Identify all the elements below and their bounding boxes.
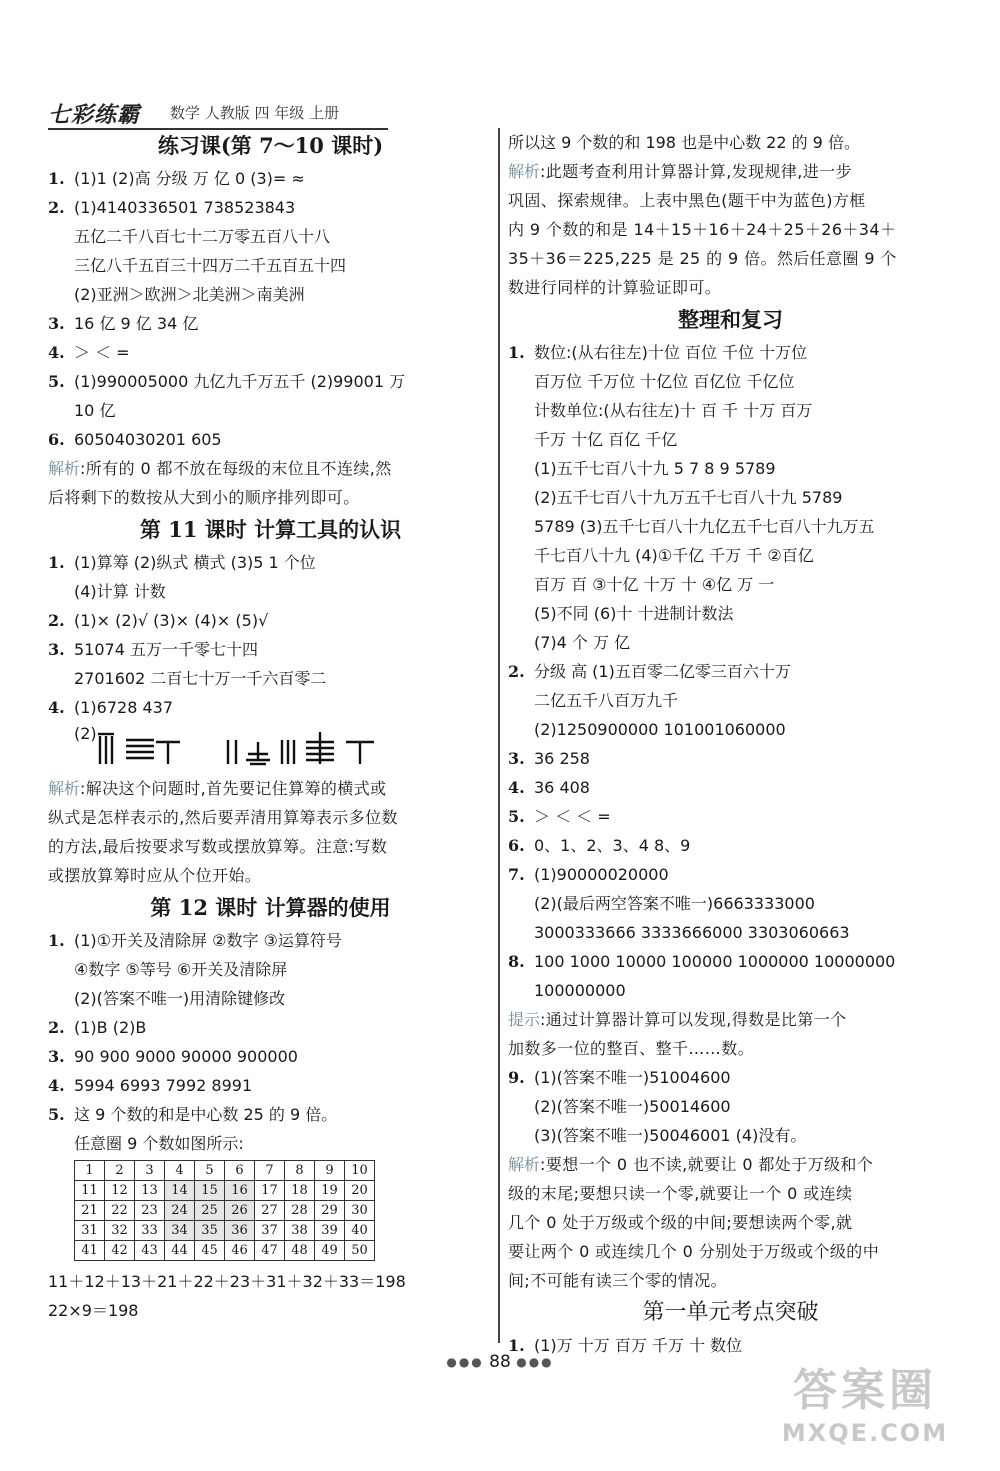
analysis-text: :要想一个 0 也不读,就要让 0 都处于万级和个 bbox=[540, 1155, 874, 1174]
answer-line bbox=[508, 570, 953, 599]
answer-text: 10 亿 bbox=[74, 401, 116, 420]
answer-text: 36 258 bbox=[534, 749, 590, 768]
answer-text: (1)算筹 (2)纵式 横式 (3)5 1 个位 bbox=[74, 553, 316, 572]
rods-label: (2) bbox=[74, 724, 97, 743]
answer-text: 五亿二千八百七十二万零五百八十八 bbox=[74, 227, 331, 246]
answer-line bbox=[48, 222, 493, 251]
section-title-lesson-11: 第 11 课时 计算工具的认识 bbox=[139, 517, 402, 542]
answer-line bbox=[48, 955, 493, 984]
answer-line bbox=[508, 1121, 953, 1150]
answer-text: (1)6728 437 bbox=[74, 698, 174, 717]
answer-line bbox=[48, 251, 493, 280]
answer-text: (2)1250900000 101001060000 bbox=[534, 720, 786, 739]
analysis-text: :此题考查利用计算器计算,发现规律,进一步 bbox=[540, 162, 852, 181]
answer-line bbox=[508, 889, 953, 918]
grid-cell: 32 bbox=[105, 1221, 135, 1241]
analysis-text: 级的末尾;要想只读一个零,就要让一个 0 或连续 bbox=[508, 1184, 853, 1203]
grid-cell: 44 bbox=[165, 1241, 195, 1261]
answer-line bbox=[508, 454, 953, 483]
number-grid-table bbox=[74, 1160, 375, 1261]
answer-line bbox=[508, 1092, 953, 1121]
grid-cell: 2 bbox=[105, 1161, 135, 1181]
answer-text: (1)①开关及清除屏 ②数字 ③运算符号 bbox=[74, 931, 342, 950]
analysis-tag: 解析 bbox=[508, 1155, 541, 1174]
question-number: 4. bbox=[48, 1076, 65, 1095]
answer-text: ＞ ＜ = bbox=[74, 343, 130, 362]
answer-text: (1)1 (2)高 分级 万 亿 0 (3)= ≈ bbox=[74, 169, 305, 188]
answer-text: (1)× (2)√ (3)× (4)× (5)√ bbox=[74, 611, 269, 630]
answer-text: (1)90000020000 bbox=[534, 865, 669, 884]
answer-line bbox=[508, 976, 953, 1005]
answer-text: ④数字 ⑤等号 ⑥开关及清除屏 bbox=[74, 960, 288, 979]
analysis-line bbox=[508, 1237, 953, 1266]
grid-cell: 33 bbox=[135, 1221, 165, 1241]
answer-text: 千万 十亿 百亿 千亿 bbox=[534, 430, 678, 449]
question-number: 4. bbox=[48, 343, 65, 362]
answer-text: (5)不同 (6)十 十进制计数法 bbox=[534, 604, 734, 623]
grid-cell: 18 bbox=[285, 1181, 315, 1201]
grid-cell: 36 bbox=[225, 1221, 255, 1241]
answer-text: (1)(答案不唯一)51004600 bbox=[534, 1068, 731, 1087]
grid-row bbox=[75, 1201, 375, 1221]
book-brand-logo: 七彩练霸 bbox=[48, 102, 141, 128]
question-number: 2. bbox=[48, 1018, 65, 1037]
grid-cell: 13 bbox=[135, 1181, 165, 1201]
answer-line bbox=[48, 396, 493, 425]
left-column bbox=[48, 128, 493, 1325]
analysis-line bbox=[508, 186, 953, 215]
answer-line bbox=[508, 599, 953, 628]
book-subject-info: 数学 人教版 四 年级 上册 bbox=[170, 104, 340, 122]
continued-analysis bbox=[508, 157, 953, 302]
analysis-line bbox=[508, 1208, 953, 1237]
grid-cell: 7 bbox=[255, 1161, 285, 1181]
question-number: 4. bbox=[508, 778, 525, 797]
review-hint bbox=[508, 1005, 953, 1063]
answer-line bbox=[48, 984, 493, 1013]
text-line: 22×9＝198 bbox=[48, 1301, 139, 1320]
analysis-tag: 解析 bbox=[508, 162, 541, 181]
answer-text: 这 9 个数的和是中心数 25 的 9 倍。 bbox=[74, 1105, 338, 1124]
answer-text: (1)万 十万 百万 千万 十 数位 bbox=[534, 1336, 743, 1355]
lesson-12-answers bbox=[48, 926, 493, 1158]
section-title-review: 整理和复习 bbox=[678, 307, 783, 332]
answer-line bbox=[508, 802, 953, 831]
answer-text: 3000333666 3333666000 3303060663 bbox=[534, 923, 850, 942]
grid-cell: 37 bbox=[255, 1221, 285, 1241]
analysis-text: 或摆放算筹时应从个位开始。 bbox=[48, 866, 262, 885]
question-number: 1. bbox=[48, 169, 65, 188]
question-number: 4. bbox=[48, 698, 65, 717]
answer-line bbox=[508, 1063, 953, 1092]
answer-text: (1)五千七百八十九 5 7 8 9 5789 bbox=[534, 459, 776, 478]
analysis-tag: 提示 bbox=[508, 1010, 541, 1029]
analysis-line bbox=[48, 832, 493, 861]
grid-cell: 20 bbox=[345, 1181, 375, 1201]
question-number: 3. bbox=[48, 314, 65, 333]
answer-line bbox=[48, 606, 493, 635]
answer-line bbox=[508, 628, 953, 657]
grid-cell: 43 bbox=[135, 1241, 165, 1261]
answer-text: 分级 高 (1)五百零二亿零三百六十万 bbox=[534, 662, 791, 681]
question-number: 2. bbox=[508, 662, 525, 681]
question-number: 1. bbox=[508, 1336, 525, 1355]
answer-text: (3)(答案不唯一)50046001 (4)没有。 bbox=[534, 1126, 807, 1145]
answer-line bbox=[508, 773, 953, 802]
grid-cell: 26 bbox=[225, 1201, 255, 1221]
continued-answer bbox=[508, 128, 953, 157]
question-number: 5. bbox=[48, 372, 65, 391]
grid-cell: 45 bbox=[195, 1241, 225, 1261]
grid-cell: 12 bbox=[105, 1181, 135, 1201]
question-number: 5. bbox=[508, 807, 525, 826]
answer-text: 60504030201 605 bbox=[74, 430, 222, 449]
answer-text: (2)(答案不唯一)50014600 bbox=[534, 1097, 731, 1116]
analysis-line bbox=[48, 861, 493, 890]
answer-text: (2)(答案不唯一)用清除键修改 bbox=[74, 989, 286, 1008]
analysis-line bbox=[508, 215, 953, 244]
lesson-11-analysis bbox=[48, 774, 493, 890]
analysis-text: :解决这个问题时,首先要记住算筹的横式或 bbox=[80, 779, 387, 798]
answer-text: 36 408 bbox=[534, 778, 590, 797]
grid-cell: 22 bbox=[105, 1201, 135, 1221]
answer-text: (2)五千七百八十九万五千七百八十九 5789 bbox=[534, 488, 843, 507]
section-title-lesson-12: 第 12 课时 计算器的使用 bbox=[150, 895, 391, 920]
answer-line bbox=[48, 1071, 493, 1100]
answer-text: (7)4 个 万 亿 bbox=[534, 633, 631, 652]
analysis-text: :通过计算器计算可以发现,得数是比第一个 bbox=[540, 1010, 847, 1029]
answer-text: (1)990005000 九亿九千万五千 (2)99001 万 bbox=[74, 372, 406, 391]
answer-line bbox=[48, 193, 493, 222]
answer-line bbox=[508, 860, 953, 889]
analysis-text: 35＋36＝225,225 是 25 的 9 倍。然后任意圈 9 个 bbox=[508, 249, 897, 268]
grid-cell: 24 bbox=[165, 1201, 195, 1221]
watermark-text: 答案圈 bbox=[793, 1365, 937, 1416]
answer-line bbox=[508, 338, 953, 367]
grid-cell: 46 bbox=[225, 1241, 255, 1261]
answer-line bbox=[508, 715, 953, 744]
answer-text: 二亿五千八百万九千 bbox=[534, 691, 679, 710]
grid-cell: 31 bbox=[75, 1221, 105, 1241]
answer-line bbox=[48, 367, 493, 396]
answer-line bbox=[508, 686, 953, 715]
review-answers-cont bbox=[508, 1063, 953, 1150]
grid-cell: 23 bbox=[135, 1201, 165, 1221]
question-number: 6. bbox=[508, 836, 525, 855]
grid-cell: 25 bbox=[195, 1201, 225, 1221]
answer-text: (2)亚洲＞欧洲＞北美洲＞南美洲 bbox=[74, 285, 305, 304]
grid-cell: 16 bbox=[225, 1181, 255, 1201]
answer-line bbox=[48, 577, 493, 606]
answer-line bbox=[508, 425, 953, 454]
answer-text: 千七百八十九 (4)①千亿 千万 千 ②百亿 bbox=[534, 546, 814, 565]
review-answers bbox=[508, 338, 953, 1005]
analysis-line bbox=[508, 1150, 953, 1179]
grid-cell: 3 bbox=[135, 1161, 165, 1181]
grid-cell: 41 bbox=[75, 1241, 105, 1261]
watermark-logo bbox=[750, 1363, 980, 1459]
answer-line bbox=[48, 1013, 493, 1042]
grid-cell: 30 bbox=[345, 1201, 375, 1221]
analysis-line bbox=[508, 1179, 953, 1208]
answer-line bbox=[48, 1129, 493, 1158]
analysis-line bbox=[48, 774, 493, 803]
page-number: 88 bbox=[489, 1352, 511, 1372]
practice-answers bbox=[48, 164, 493, 454]
grid-cell: 15 bbox=[195, 1181, 225, 1201]
grid-cell: 29 bbox=[315, 1201, 345, 1221]
answer-text: 5789 (3)五千七百八十九亿五千七百八十九万五 bbox=[534, 517, 875, 536]
analysis-line bbox=[508, 157, 953, 186]
answer-line bbox=[508, 483, 953, 512]
answer-line bbox=[508, 512, 953, 541]
grid-row bbox=[75, 1221, 375, 1241]
grid-cell: 8 bbox=[285, 1161, 315, 1181]
grid-cell: 50 bbox=[345, 1241, 375, 1261]
answer-text: 任意圈 9 个数如图所示: bbox=[74, 1134, 244, 1153]
analysis-line bbox=[508, 244, 953, 273]
grid-cell: 28 bbox=[285, 1201, 315, 1221]
grid-cell: 38 bbox=[285, 1221, 315, 1241]
grid-cell: 39 bbox=[315, 1221, 345, 1241]
answer-line bbox=[508, 657, 953, 686]
analysis-line bbox=[48, 483, 493, 512]
answer-text: 100 1000 10000 100000 1000000 10000000 bbox=[534, 952, 896, 971]
question-number: 3. bbox=[48, 640, 65, 659]
answer-line bbox=[508, 831, 953, 860]
analysis-text: 的方法,最后按要求写数或摆放算筹。注意:写数 bbox=[48, 837, 388, 856]
analysis-text: 要让两个 0 或连续几个 0 分别处于万级或个级的中 bbox=[508, 1242, 880, 1261]
answer-text: (1)B (2)B bbox=[74, 1018, 147, 1037]
answer-text: 2701602 二百七十万一千六百零二 bbox=[74, 669, 327, 688]
answer-text: 百万位 千万位 十亿位 百亿位 千亿位 bbox=[534, 372, 795, 391]
answer-line bbox=[508, 396, 953, 425]
footer-dots-left-icon: ●●● bbox=[446, 1355, 484, 1369]
grid-cell: 6 bbox=[225, 1161, 255, 1181]
analysis-line bbox=[48, 803, 493, 832]
question-number: 3. bbox=[508, 749, 525, 768]
analysis-text: 间;不可能有读三个零的情况。 bbox=[508, 1271, 727, 1290]
grid-cell: 5 bbox=[195, 1161, 225, 1181]
answer-line bbox=[48, 693, 493, 722]
analysis-line bbox=[508, 1266, 953, 1295]
question-number: 2. bbox=[48, 198, 65, 217]
analysis-text: 数进行同样的计算验证即可。 bbox=[508, 278, 722, 297]
question-number: 7. bbox=[508, 865, 525, 884]
answer-text: 三亿八千五百三十四万二千五百五十四 bbox=[74, 256, 347, 275]
analysis-tag: 解析 bbox=[48, 459, 81, 478]
text-line: 所以这 9 个数的和 198 也是中心数 22 的 9 倍。 bbox=[508, 133, 860, 152]
answer-text: (1)4140336501 738523843 bbox=[74, 198, 296, 217]
answer-line bbox=[48, 280, 493, 309]
grid-cell: 49 bbox=[315, 1241, 345, 1261]
grid-cell: 35 bbox=[195, 1221, 225, 1241]
section-title-unit-breakthrough: 第一单元考点突破 bbox=[642, 1300, 819, 1325]
question-number: 6. bbox=[48, 430, 65, 449]
answer-text: (2)(最后两空答案不唯一)6663333000 bbox=[534, 894, 815, 913]
lesson-11-answers bbox=[48, 548, 493, 722]
grid-cell: 21 bbox=[75, 1201, 105, 1221]
text-line: 11＋12＋13＋21＋22＋23＋31＋32＋33＝198 bbox=[48, 1272, 406, 1291]
watermark-url: MXQE.COM bbox=[781, 1419, 949, 1447]
grid-row bbox=[75, 1241, 375, 1261]
analysis-line bbox=[508, 1034, 953, 1063]
answer-text: 数位:(从右往左)十位 百位 千位 十万位 bbox=[534, 343, 808, 362]
question-number: 1. bbox=[48, 931, 65, 950]
answer-text: 百万 百 ③十亿 十万 十 ④亿 万 一 bbox=[534, 575, 775, 594]
grid-row bbox=[75, 1181, 375, 1201]
question-number: 1. bbox=[508, 343, 525, 362]
grid-cell: 47 bbox=[255, 1241, 285, 1261]
answer-line bbox=[48, 926, 493, 955]
answer-line bbox=[48, 1100, 493, 1129]
answer-line bbox=[48, 635, 493, 664]
counting-rods-figure bbox=[48, 722, 493, 774]
answer-line bbox=[508, 744, 953, 773]
analysis-line bbox=[48, 454, 493, 483]
column-divider bbox=[498, 128, 500, 1343]
answer-text: 100000000 bbox=[534, 981, 626, 1000]
grid-cell: 4 bbox=[165, 1161, 195, 1181]
practice-analysis bbox=[48, 454, 493, 512]
answer-text: 51074 五万一千零七十四 bbox=[74, 640, 258, 659]
analysis-text: :所有的 0 都不放在每级的末位且不连续,然 bbox=[80, 459, 392, 478]
answer-line bbox=[48, 425, 493, 454]
analysis-text: 后将剩下的数按从大到小的顺序排列即可。 bbox=[48, 488, 360, 507]
question-number: 9. bbox=[508, 1068, 525, 1087]
answer-line bbox=[48, 164, 493, 193]
grid-sum-lines bbox=[48, 1267, 493, 1325]
counting-rods-icon bbox=[98, 728, 428, 768]
grid-cell: 14 bbox=[165, 1181, 195, 1201]
answer-line bbox=[48, 309, 493, 338]
answer-line bbox=[508, 918, 953, 947]
answer-line bbox=[48, 1042, 493, 1071]
analysis-text: 巩固、探索规律。上表中黑色(题干中为蓝色)方框 bbox=[508, 191, 866, 210]
answer-text: 90 900 9000 90000 900000 bbox=[74, 1047, 298, 1066]
question-number: 1. bbox=[48, 553, 65, 572]
question-number: 5. bbox=[48, 1105, 65, 1124]
answer-text: 16 亿 9 亿 34 亿 bbox=[74, 314, 199, 333]
answer-line bbox=[48, 338, 493, 367]
answer-line bbox=[48, 664, 493, 693]
grid-cell: 1 bbox=[75, 1161, 105, 1181]
analysis-line bbox=[508, 273, 953, 302]
analysis-line bbox=[508, 1005, 953, 1034]
answer-text: 0、1、2、3、4 8、9 bbox=[534, 836, 691, 855]
answer-line bbox=[508, 367, 953, 396]
question-number: 2. bbox=[48, 611, 65, 630]
grid-cell: 34 bbox=[165, 1221, 195, 1241]
answer-line bbox=[508, 541, 953, 570]
answer-text: 5994 6993 7992 8991 bbox=[74, 1076, 253, 1095]
answer-line bbox=[48, 548, 493, 577]
grid-cell: 19 bbox=[315, 1181, 345, 1201]
right-column bbox=[508, 128, 953, 1360]
analysis-tag: 解析 bbox=[48, 779, 81, 798]
grid-cell: 10 bbox=[345, 1161, 375, 1181]
answer-text: 计数单位:(从右往左)十 百 千 十万 百万 bbox=[534, 401, 813, 420]
question-number: 8. bbox=[508, 952, 525, 971]
grid-row bbox=[75, 1161, 375, 1181]
analysis-text: 内 9 个数的和是 14＋15＋16＋24＋25＋26＋34＋ bbox=[508, 220, 897, 239]
grid-cell: 11 bbox=[75, 1181, 105, 1201]
grid-cell: 42 bbox=[105, 1241, 135, 1261]
analysis-text: 加数多一位的整百、整千……数。 bbox=[508, 1039, 755, 1058]
grid-cell: 9 bbox=[315, 1161, 345, 1181]
footer-dots-right-icon: ●●● bbox=[516, 1355, 554, 1369]
review-analysis bbox=[508, 1150, 953, 1295]
grid-cell: 40 bbox=[345, 1221, 375, 1241]
grid-cell: 48 bbox=[285, 1241, 315, 1261]
answer-text: (4)计算 计数 bbox=[74, 582, 166, 601]
section-title-practice: 练习课(第 7～10 课时) bbox=[157, 133, 384, 158]
analysis-text: 几个 0 处于万级或个级的中间;要想读两个零,就 bbox=[508, 1213, 853, 1232]
question-number: 3. bbox=[48, 1047, 65, 1066]
grid-cell: 17 bbox=[255, 1181, 285, 1201]
grid-cell: 27 bbox=[255, 1201, 285, 1221]
answer-line bbox=[508, 947, 953, 976]
book-header bbox=[48, 96, 388, 128]
analysis-text: 纵式是怎样表示的,然后要弄清用算筹表示多位数 bbox=[48, 808, 398, 827]
answer-text: ＞ ＜ ＜ = bbox=[534, 807, 611, 826]
